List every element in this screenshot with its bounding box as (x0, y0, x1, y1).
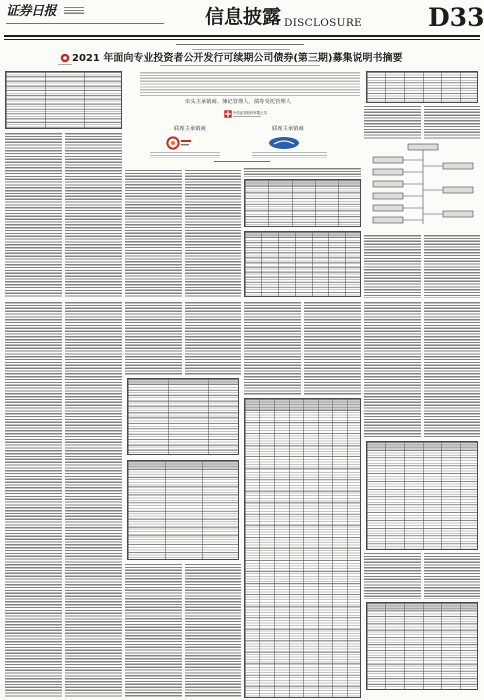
issuer-logo (60, 53, 70, 63)
body-text-column (424, 553, 480, 599)
data-table (366, 602, 478, 690)
signing-date-line (214, 161, 270, 162)
body-text-column (65, 302, 122, 698)
notice-title: 2021 年面向专业投资者公开发行可续期公司债券(第三期)募集说明书摘要 (72, 53, 403, 64)
section-title: 信息披露 (205, 6, 282, 28)
body-text-column (424, 106, 480, 140)
table-header-row (367, 442, 477, 450)
date-contact-line (6, 23, 164, 24)
data-table (127, 460, 239, 560)
body-text-column (5, 133, 62, 298)
body-text-column (424, 235, 480, 298)
masthead-rule (4, 35, 480, 37)
joint-underwriter-address-left (150, 152, 220, 158)
body-text-column (185, 564, 241, 698)
body-text-column (5, 302, 62, 698)
body-text-column (244, 168, 361, 177)
body-text-column (185, 302, 241, 375)
editor-info-text (64, 7, 84, 15)
data-table (127, 378, 239, 455)
body-text-column (125, 170, 182, 298)
data-table (366, 441, 478, 550)
table-header-row (128, 379, 238, 385)
lead-underwriter-english-line (233, 116, 261, 117)
issuer-line (176, 44, 304, 45)
body-text-column (244, 302, 301, 395)
body-text-column (364, 106, 421, 140)
lead-underwriter-role: 牵头主承销商、簿记管理人、债券受托管理人 (185, 99, 291, 105)
table-header-row (245, 180, 360, 186)
intro-statement-text (140, 72, 360, 96)
issuer-address-line (192, 49, 290, 50)
page-number: D33 (428, 3, 484, 32)
data-table (244, 231, 361, 297)
body-text-column (424, 302, 480, 438)
masthead (0, 0, 484, 40)
joint-underwriter-label-right: 联席主承销商 (272, 126, 304, 132)
issuer-logo-caption (58, 64, 72, 65)
citic-logo (224, 110, 232, 118)
body-text-column (364, 235, 421, 298)
joint-underwriter-address-right (252, 152, 327, 158)
ownership-structure-diagram (368, 142, 478, 232)
body-text-column (125, 302, 182, 375)
table-header-row (245, 399, 360, 411)
section-title-english: DISCLOSURE (284, 17, 362, 29)
joint-underwriter-logo-left (166, 136, 192, 150)
table-header-row (367, 603, 477, 610)
joint-underwriter-logo-right (268, 136, 300, 150)
newspaper-logo: 证券日报 (6, 4, 57, 19)
body-text-column (304, 302, 361, 395)
body-text-column (364, 553, 421, 599)
body-text-column (185, 170, 241, 298)
table-header-row (245, 232, 360, 237)
masthead-rule-thin (4, 39, 480, 40)
data-table (244, 179, 361, 227)
cover-info-table (5, 71, 122, 129)
table-header-row (128, 461, 238, 469)
lead-underwriter-name: 中信证券股份有限公司 (233, 110, 267, 115)
data-table (366, 71, 478, 103)
body-text-column (364, 302, 421, 438)
data-table (244, 398, 361, 698)
joint-underwriter-label-left: 联席主承销商 (174, 126, 206, 132)
notice-subtitle-line (160, 65, 320, 66)
body-text-column (65, 133, 122, 298)
body-text-column (125, 564, 182, 698)
